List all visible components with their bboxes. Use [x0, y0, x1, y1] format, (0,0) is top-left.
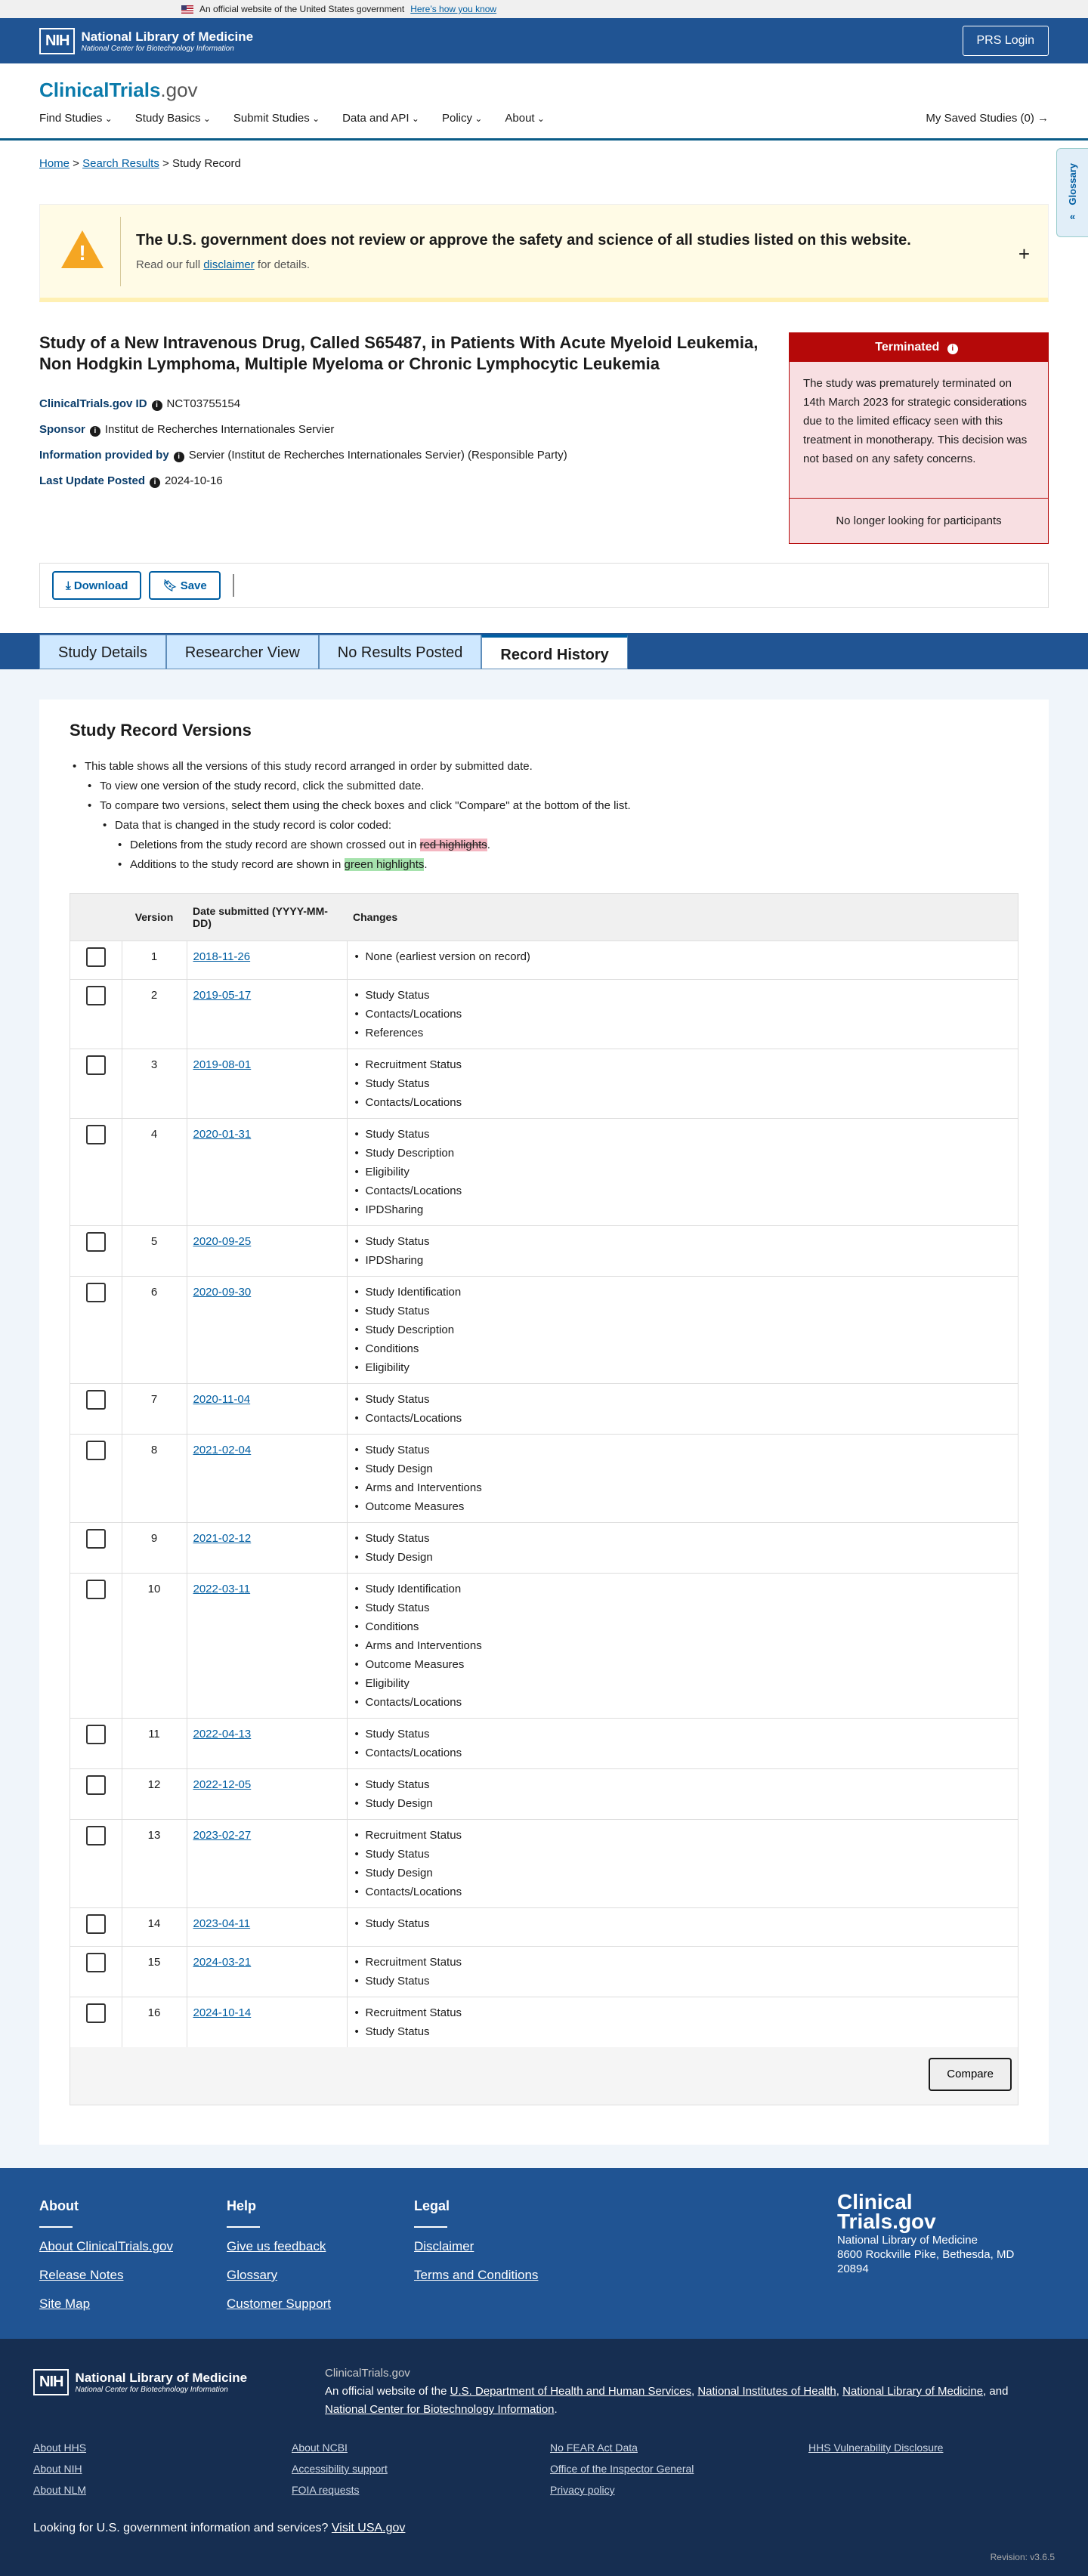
- footer-link[interactable]: About NCBI: [292, 2442, 348, 2454]
- changes-list: [354, 986, 1012, 1042]
- action-bar: [39, 563, 1049, 608]
- change-item: • Contacts/Locations: [354, 1409, 1012, 1428]
- changes-list: [354, 1055, 1012, 1112]
- version-date-link[interactable]: 2022-03-11: [193, 1582, 251, 1595]
- version-date-link[interactable]: 2021-02-12: [193, 1531, 252, 1545]
- official-statement: ClinicalTrials.gov An official website of the U.S. Department of Health and Human Services, National Institutes of Health, National Library of Medicine, and National Center for Biotechnology Information.: [325, 2367, 1009, 2416]
- recruitment-status: No longer looking for participants: [790, 498, 1048, 543]
- gov-banner: [0, 0, 1088, 18]
- version-checkbox[interactable]: [86, 1529, 106, 1549]
- version-date-link[interactable]: 2022-04-13: [193, 1727, 252, 1740]
- nav-find-studies[interactable]: Find Studies ⌄: [39, 112, 113, 125]
- change-item: • Study Status: [354, 1598, 1012, 1617]
- footer-help-heading: Help: [227, 2198, 260, 2228]
- my-saved-studies-link[interactable]: My Saved Studies (0) →: [926, 112, 1049, 125]
- col-date: Date submitted (YYYY-MM-DD): [187, 894, 347, 941]
- changes-list: [354, 1580, 1012, 1712]
- change-item: • Study Status: [354, 1725, 1012, 1744]
- heres-how-you-know-link[interactable]: Here’s how you know: [410, 4, 497, 14]
- change-item: • IPDSharing: [354, 1251, 1012, 1270]
- version-number: 8: [122, 1434, 187, 1522]
- changes-list: [354, 1283, 1012, 1377]
- status-description: The study was prematurely terminated on 14th March 2023 for strategic considerations due to the limited efficacy seen with this treatment in monotherapy. This decision was not based on any safety concerns.: [790, 362, 1048, 498]
- change-item: • Contacts/Locations: [354, 1181, 1012, 1200]
- disclaimer-title: The U.S. government does not review or approve the safety and science of all studies listed on this website.: [136, 231, 911, 249]
- version-checkbox[interactable]: [86, 2003, 106, 2023]
- change-item: • Study Design: [354, 1459, 1012, 1478]
- nlm-subtitle: National Center for Biotechnology Information: [81, 44, 234, 53]
- usa-gov-link[interactable]: Visit USA.gov: [331, 2522, 406, 2534]
- us-flag-icon: [181, 5, 193, 14]
- study-tabs: [39, 633, 628, 669]
- nih-link[interactable]: National Institutes of Health: [697, 2385, 836, 2398]
- version-number: 6: [122, 1276, 187, 1383]
- breadcrumb: Home > Search Results > Study Record: [39, 157, 241, 170]
- footer-link[interactable]: FOIA requests: [292, 2484, 360, 2496]
- change-item: • Study Status: [354, 1125, 1012, 1144]
- ncbi-link[interactable]: National Center for Biotechnology Information: [325, 2403, 555, 2416]
- change-item: • Study Design: [354, 1794, 1012, 1813]
- version-number: 4: [122, 1118, 187, 1225]
- intro-item: • To view one version of the study record, click the submitted date.: [85, 777, 631, 796]
- changes-list: [354, 1232, 1012, 1270]
- table-row: [70, 1768, 1018, 1819]
- provided-by-value: Servier (Institut de Recherches Internationales Servier) (Responsible Party): [188, 449, 567, 462]
- nlm-logo[interactable]: [39, 28, 253, 54]
- change-item: • Recruitment Status: [354, 1953, 1012, 1972]
- intro-item: • Deletions from the study record are shown crossed out in red highlights.: [115, 836, 631, 855]
- version-number: 13: [122, 1819, 187, 1907]
- nlm-title: National Library of Medicine: [81, 29, 254, 44]
- changes-list: [354, 1125, 1012, 1219]
- version-date-link[interactable]: 2019-05-17: [193, 988, 252, 1002]
- intro-item: • Additions to the study record are shown in green highlights.: [115, 855, 631, 875]
- footer-link[interactable]: About NIH: [33, 2463, 82, 2475]
- version-number: 3: [122, 1049, 187, 1118]
- version-date-link[interactable]: 2020-11-04: [193, 1392, 251, 1406]
- change-item: • Eligibility: [354, 1674, 1012, 1693]
- changes-list: [354, 1390, 1012, 1428]
- info-icon[interactable]: i: [150, 477, 160, 488]
- version-checkbox[interactable]: [86, 1914, 106, 1934]
- footer-link[interactable]: Release Notes: [39, 2268, 124, 2282]
- change-item: • IPDSharing: [354, 1200, 1012, 1219]
- changes-list: [354, 1529, 1012, 1567]
- version-number: 12: [122, 1768, 187, 1819]
- table-row: [70, 1522, 1018, 1573]
- intro-item: • To compare two versions, select them using the check boxes and click "Compare" at the bottom of the list.: [85, 796, 631, 816]
- version-date-link[interactable]: 2020-09-30: [193, 1285, 252, 1299]
- table-row: [70, 1383, 1018, 1434]
- version-checkbox[interactable]: [86, 1232, 106, 1252]
- nav-submit-studies[interactable]: Submit Studies ⌄: [233, 112, 320, 125]
- nav-about[interactable]: About ⌄: [505, 112, 545, 125]
- changes-list: [354, 1953, 1012, 1991]
- version-number: 15: [122, 1946, 187, 1997]
- version-number: 2: [122, 979, 187, 1049]
- changes-list: [354, 1826, 1012, 1901]
- study-id: NCT03755154: [166, 397, 241, 410]
- chevrons-left-icon: «: [1069, 211, 1076, 223]
- disclaimer-text: Read our full disclaimer for details.: [136, 258, 311, 271]
- version-date-link[interactable]: 2023-04-11: [193, 1917, 251, 1930]
- change-item: • Study Status: [354, 1529, 1012, 1548]
- sponsor-value: Institut de Recherches Internationales Servier: [104, 423, 335, 436]
- table-row: [70, 1049, 1018, 1118]
- version-date-link[interactable]: 2018-11-26: [193, 950, 251, 963]
- table-row: [70, 1276, 1018, 1383]
- footer-link[interactable]: Terms and Conditions: [414, 2268, 539, 2282]
- last-update-value: 2024-10-16: [165, 474, 223, 487]
- change-item: • Eligibility: [354, 1358, 1012, 1377]
- nlm-link[interactable]: National Library of Medicine: [842, 2385, 984, 2398]
- footer-link[interactable]: Customer Support: [227, 2296, 331, 2311]
- sub-footer: [0, 2339, 1088, 2576]
- nav-data-and-api[interactable]: Data and API ⌄: [342, 112, 419, 125]
- footer-link[interactable]: Glossary: [227, 2268, 278, 2282]
- gov-banner-text: An official website of the United States government: [199, 4, 405, 14]
- version-number: 1: [122, 941, 187, 979]
- version-checkbox[interactable]: [86, 1283, 106, 1302]
- table-row: [70, 1997, 1018, 2047]
- change-item: • Study Status: [354, 1845, 1012, 1864]
- expand-plus-icon[interactable]: +: [1018, 242, 1030, 265]
- footer-link[interactable]: Office of the Inspector General: [550, 2463, 694, 2475]
- tab-record-history[interactable]: Record History: [481, 635, 627, 669]
- version-date-link[interactable]: 2019-08-01: [193, 1058, 252, 1071]
- red-highlight-sample: red highlights: [419, 839, 487, 851]
- version-number: 16: [122, 1997, 187, 2047]
- tab-researcher-view[interactable]: Researcher View: [166, 635, 319, 669]
- version-date-link[interactable]: 2020-01-31: [193, 1127, 252, 1141]
- version-number: 9: [122, 1522, 187, 1573]
- main-nav: [39, 112, 545, 125]
- save-button[interactable]: 🔖︎ Save: [149, 571, 220, 600]
- table-row: [70, 1225, 1018, 1276]
- intro-item: • Data that is changed in the study record is color coded:: [100, 816, 631, 836]
- change-item: • None (earliest version on record): [354, 947, 1012, 966]
- change-item: • Study Status: [354, 1775, 1012, 1794]
- info-icon[interactable]: i: [90, 426, 100, 437]
- footer-link[interactable]: About NLM: [33, 2484, 87, 2496]
- version-number: 7: [122, 1383, 187, 1434]
- change-item: • Contacts/Locations: [354, 1883, 1012, 1901]
- warning-icon: !: [61, 230, 104, 273]
- change-item: • Contacts/Locations: [354, 1744, 1012, 1762]
- change-item: • Study Status: [354, 1972, 1012, 1991]
- footer-link[interactable]: Give us feedback: [227, 2239, 326, 2253]
- version-date-link[interactable]: 2024-10-14: [193, 2006, 252, 2019]
- change-item: • Study Status: [354, 1074, 1012, 1093]
- arrow-right-icon: →: [1037, 112, 1049, 125]
- site-footer: [0, 2168, 1088, 2339]
- glossary-tab[interactable]: [1056, 148, 1088, 237]
- change-item: • Study Status: [354, 1232, 1012, 1251]
- version-checkbox[interactable]: [86, 986, 106, 1005]
- change-item: • Study Status: [354, 1441, 1012, 1459]
- change-item: • Study Status: [354, 1914, 1012, 1933]
- status-box: [789, 332, 1049, 544]
- disclaimer-banner: [39, 204, 1049, 302]
- changes-list: [354, 1725, 1012, 1762]
- bookmark-icon: 🔖︎: [162, 579, 178, 592]
- download-button[interactable]: ⤓ Download: [52, 571, 141, 600]
- col-changes: Changes: [347, 894, 1018, 941]
- version-date-link[interactable]: 2020-09-25: [193, 1234, 252, 1248]
- footer-legal-heading: Legal: [414, 2198, 447, 2228]
- compare-button[interactable]: Compare: [929, 2058, 1012, 2091]
- revision: Revision: v3.6.5: [990, 2552, 1055, 2562]
- disclaimer-link[interactable]: disclaimer: [203, 258, 255, 271]
- version-checkbox[interactable]: [86, 1725, 106, 1744]
- version-checkbox[interactable]: [86, 1125, 106, 1144]
- footer-link[interactable]: Accessibility support: [292, 2463, 388, 2475]
- change-item: • Outcome Measures: [354, 1497, 1012, 1516]
- version-number: 11: [122, 1718, 187, 1768]
- table-row: [70, 1718, 1018, 1768]
- clinicaltrials-logo[interactable]: ClinicalTrials.gov: [39, 79, 198, 101]
- site-header: [0, 63, 1088, 141]
- footer-link[interactable]: About ClinicalTrials.gov: [39, 2239, 173, 2253]
- footer-link[interactable]: Privacy policy: [550, 2484, 615, 2496]
- version-number: 5: [122, 1225, 187, 1276]
- change-item: • Study Status: [354, 986, 1012, 1005]
- col-version: Version: [122, 894, 187, 941]
- table-row: [70, 1907, 1018, 1946]
- change-item: • Eligibility: [354, 1163, 1012, 1181]
- study-meta: ClinicalTrials.gov ID i NCT03755154 Sponsor i Institut de Recherches Internationales Servier Information provided by i Servier (Institut de Recherches Internationales Servier) (Responsible Party) Last Update Posted i 2024-10-16: [39, 397, 567, 487]
- version-checkbox[interactable]: [86, 1390, 106, 1410]
- table-row: [70, 1819, 1018, 1907]
- change-item: • Study Status: [354, 1302, 1012, 1320]
- change-item: • Study Status: [354, 1390, 1012, 1409]
- change-item: • Contacts/Locations: [354, 1693, 1012, 1712]
- footer-link[interactable]: No FEAR Act Data: [550, 2442, 638, 2454]
- change-item: • Conditions: [354, 1339, 1012, 1358]
- table-row: [70, 941, 1018, 979]
- version-checkbox[interactable]: [86, 1826, 106, 1846]
- change-item: • Arms and Interventions: [354, 1636, 1012, 1655]
- table-row: [70, 979, 1018, 1049]
- change-item: • Study Description: [354, 1144, 1012, 1163]
- version-number: 14: [122, 1907, 187, 1946]
- footer-link[interactable]: HHS Vulnerability Disclosure: [808, 2442, 944, 2454]
- change-item: • Recruitment Status: [354, 1826, 1012, 1845]
- change-item: • Recruitment Status: [354, 1055, 1012, 1074]
- version-date-link[interactable]: 2024-03-21: [193, 1955, 252, 1969]
- footer-address: National Library of Medicine 8600 Rockville Pike, Bethesda, MD 20894: [837, 2234, 1015, 2275]
- nav-study-basics[interactable]: Study Basics ⌄: [135, 112, 211, 125]
- version-checkbox[interactable]: [86, 1775, 106, 1795]
- version-date-link[interactable]: 2022-12-05: [193, 1778, 252, 1791]
- versions-title: Study Record Versions: [70, 721, 252, 740]
- prs-login-button[interactable]: PRS Login: [963, 26, 1049, 56]
- info-icon[interactable]: i: [152, 400, 162, 411]
- footer-nlm-logo[interactable]: NIH National Library of Medicine National Center for Biotechnology Information: [33, 2369, 247, 2395]
- green-highlight-sample: green highlights: [344, 858, 425, 871]
- record-history-panel: [39, 700, 1049, 2145]
- table-row: [70, 1118, 1018, 1225]
- version-checkbox[interactable]: [86, 1953, 106, 1972]
- version-date-link[interactable]: 2021-02-04: [193, 1443, 252, 1456]
- version-checkbox[interactable]: [86, 1055, 106, 1075]
- tab-study-details[interactable]: Study Details: [39, 635, 166, 669]
- change-item: • Recruitment Status: [354, 2003, 1012, 2022]
- tab-no-results-posted[interactable]: No Results Posted: [319, 635, 482, 669]
- footer-link[interactable]: Site Map: [39, 2296, 91, 2311]
- breadcrumb-search-results[interactable]: Search Results: [82, 157, 159, 170]
- change-item: • Contacts/Locations: [354, 1093, 1012, 1112]
- study-title: Study of a New Intravenous Drug, Called S65487, in Patients With Acute Myeloid Leukemia, Non Hodgkin Lymphoma, Multiple Myeloma or Chronic Lymphocytic Leukemia: [39, 333, 759, 373]
- info-icon[interactable]: i: [947, 344, 958, 354]
- footer-about-heading: About: [39, 2198, 73, 2228]
- breadcrumb-home[interactable]: Home: [39, 157, 70, 170]
- versions-table: [70, 893, 1018, 2105]
- version-checkbox[interactable]: [86, 1580, 106, 1599]
- changes-list: [354, 2003, 1012, 2041]
- nih-logo-box: NIH: [39, 28, 75, 54]
- changes-list: [354, 947, 1012, 966]
- usa-gov-line: Looking for U.S. government information and services? Visit USA.gov: [33, 2522, 406, 2534]
- changes-list: [354, 1441, 1012, 1516]
- version-date-link[interactable]: 2023-02-27: [193, 1828, 252, 1842]
- change-item: • Arms and Interventions: [354, 1478, 1012, 1497]
- glossary-label: Glossary: [1067, 162, 1078, 205]
- version-number: 10: [122, 1573, 187, 1718]
- footer-ct-logo[interactable]: Clinical Trials.gov: [837, 2190, 936, 2233]
- change-item: • Study Identification: [354, 1580, 1012, 1598]
- intro-item: • This table shows all the versions of this study record arranged in order by submitted date.: [70, 757, 631, 777]
- table-row: [70, 1946, 1018, 1997]
- change-item: • Study Identification: [354, 1283, 1012, 1302]
- status-header: Terminated i: [790, 333, 1048, 362]
- hhs-link[interactable]: U.S. Department of Health and Human Services: [450, 2385, 691, 2398]
- info-icon[interactable]: i: [174, 452, 184, 462]
- table-row: [70, 1434, 1018, 1522]
- change-item: • Contacts/Locations: [354, 1005, 1012, 1024]
- version-checkbox[interactable]: [86, 1441, 106, 1460]
- change-item: • Study Design: [354, 1548, 1012, 1567]
- change-item: • Study Design: [354, 1864, 1012, 1883]
- versions-intro: [70, 757, 631, 875]
- change-item: • Conditions: [354, 1617, 1012, 1636]
- footer-link[interactable]: About HHS: [33, 2442, 87, 2454]
- change-item: • References: [354, 1024, 1012, 1042]
- version-checkbox[interactable]: [86, 947, 106, 967]
- breadcrumb-current: Study Record: [172, 157, 241, 170]
- change-item: • Study Status: [354, 2022, 1012, 2041]
- changes-list: [354, 1775, 1012, 1813]
- changes-list: [354, 1914, 1012, 1933]
- table-row: [70, 1573, 1018, 1718]
- change-item: • Study Description: [354, 1320, 1012, 1339]
- footer-link[interactable]: Disclaimer: [414, 2239, 474, 2253]
- change-item: • Outcome Measures: [354, 1655, 1012, 1674]
- nih-bar: [0, 18, 1088, 63]
- download-icon: ⤓: [66, 579, 71, 592]
- nav-policy[interactable]: Policy ⌄: [442, 112, 482, 125]
